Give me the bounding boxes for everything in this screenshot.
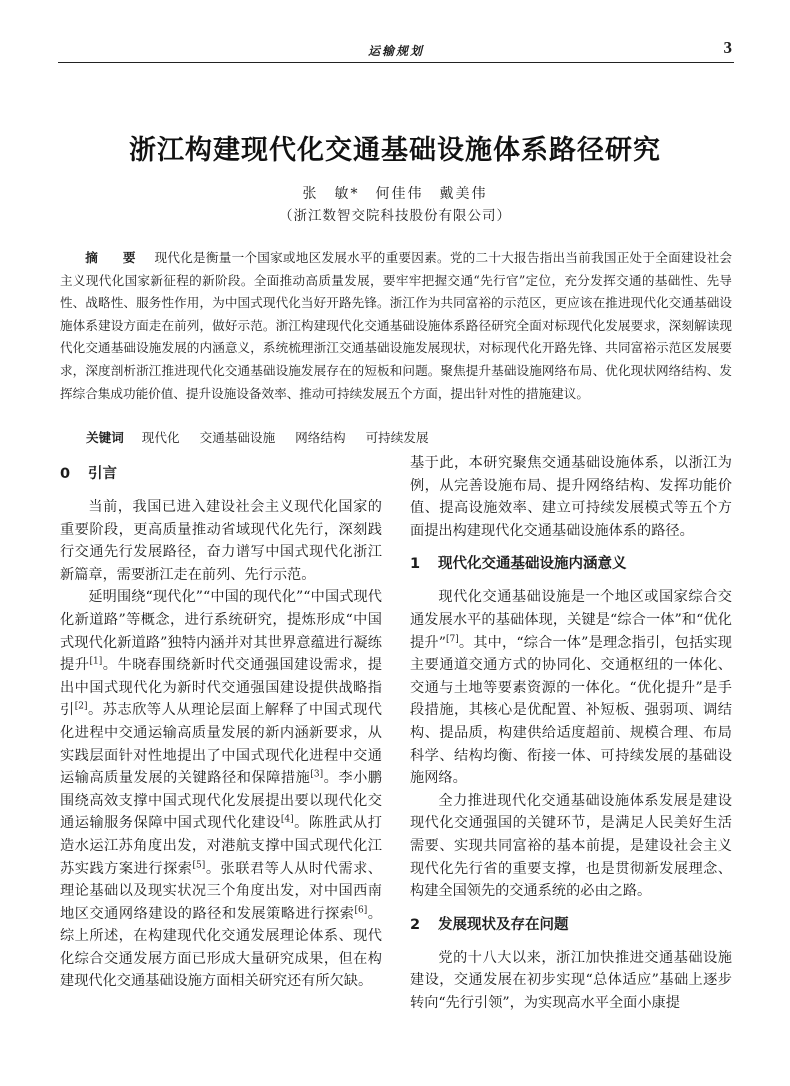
citation: [4]: [280, 814, 294, 825]
keyword: 交通基础设施: [199, 430, 276, 445]
citation: [1]: [89, 656, 103, 667]
intro-paragraph-1: 当前，我国已进入建设社会主义现代化国家的重要阶段，更高质量推动省域现代化先行，深刻践行交通先行发展路径，奋力谱写中国式现代化浙江新篇章，需要浙江走在前列、先行示范。: [60, 499, 382, 583]
intro-paragraph-3: 基于此，本研究聚焦交通基础设施体系，以浙江为例，从完善设施布局、提升网络结构、发挥功能价值、提高设施效率、建立可持续发展模式等五个方面提出构建现代化交通基础设施体系的路径。: [410, 455, 732, 539]
abstract-label: 摘 要: [85, 250, 142, 265]
keyword: 现代化: [141, 430, 180, 445]
paper-title: 浙江构建现代化交通基础设施体系路径研究: [129, 135, 661, 166]
section-1-paragraph-2: 全力推进现代化交通基础设施体系发展是建设现代化交通强国的关键环节，是满足人民美好生活需要、实现共同富裕的基本前提，是建设社会主义现代化先行省的重要支撑，也是贯彻新发展理念、构建全国领先的交通系统的必由之路。: [410, 792, 732, 900]
section-number: 1: [410, 556, 421, 573]
left-column: [60, 452, 382, 993]
section-title: 引言: [88, 466, 117, 482]
page-number: 3: [723, 38, 732, 57]
keyword: 网络结构: [295, 430, 346, 445]
keyword: 可持续发展: [365, 430, 429, 445]
section-1-paragraph-1: 现代化交通基础设施是一个地区或国家综合交通发展水平的基础体现，关键是“综合一体”和“优化提升”[7]。其中，“综合一体”是理念指引，包括实现主要通道交通方式的协同化、交通枢纽的一体化、交通与土地等要素资源的一体化。“优化提升”是手段措施，其核心是优配置、补短板、强弱项、调结构、提品质，构建供给适度超前、规模合理、布局科学、结构均衡、衔接一体、可持续发展的基础设施网络。: [410, 589, 732, 787]
citation: [7]: [445, 633, 459, 644]
section-title: 发展现状及存在问题: [438, 916, 569, 933]
intro-paragraph-2: 延明围绕“现代化”“中国的现代化”“中国式现代化新道路”等概念，进行系统研究，提炼形成“中国式现代化新道路”独特内涵并对其世界意蕴进行凝练提升[1]。牛晓春围绕新时代交通强国建设需求，提出中国式现代化为新时代交通强国建设提供战略指引[2]。苏志欣等人从理论层面上解释了中国式现代化进程中交通运输高质量发展的新内涵新要求，从实践层面针对性地提出了中国式现代化进程中交通运输高质量发展的关键路径和保障措施[3]。李小鹏围绕高效支撑中国式现代化发展提出要以现代化交通运输服务保障中国式现代化建设[4]。陈胜武从打造水运江苏角度出发，对港航支撑中国式现代化江苏实践方案进行探索[5]。张联君等人从时代需求、理论基础以及现实状况三个角度出发，对中国西南地区交通网络建设的路径和发展策略进行探索[6]。综上所述，在构建现代化交通发展理论体系、现代化综合交通发展方面已形成大量研究成果，但在构建现代化交通基础设施方面相关研究还有所欠缺。: [60, 589, 382, 990]
section-2-paragraph-1: 党的十八大以来，浙江加快推进交通基础设施建设，交通发展在初步实现“总体适应”基础上逐步转向“先行引领”，为实现高水平全面小康提: [410, 949, 732, 1011]
abstract: [60, 247, 732, 405]
journal-name: 运输规划: [367, 44, 424, 58]
section-heading-2: [410, 913, 732, 937]
keywords-label: 关键词: [86, 430, 124, 445]
authors: 张 敏* 何佳伟 戴美伟: [302, 186, 488, 202]
section-number: 2: [410, 916, 421, 933]
right-column: [410, 452, 732, 1014]
section-title: 现代化交通基础设施内涵意义: [438, 556, 627, 573]
abstract-text: 现代化是衡量一个国家或地区发展水平的重要因素。党的二十大报告指出当前我国正处于全面建设社会主义现代化国家新征程的新阶段。全面推动高质量发展，要牢牢把握交通“先行官”定位，充分发挥交通的基础性、先导性、战略性、服务性作用，为中国式现代化当好开路先锋。浙江作为共同富裕的示范区，更应该在推进现代化交通基础设施体系建设方面走在前列，做好示范。浙江构建现代化交通基础设施体系路径研究全面对标现代化发展要求，深刻解读现代化交通基础设施发展的内涵意义，系统梳理浙江交通基础设施发展现状，对标现代化开路先锋、共同富裕示范区发展要求，深度剖析浙江推进现代化交通基础设施发展存在的短板和问题。聚焦提升基础设施网络布局、优化现状网络结构、发挥综合集成功能价值、提升设施设备效率、推动可持续发展五个方面，提出针对性的措施建议。: [60, 250, 733, 401]
section-heading-1: [410, 552, 732, 576]
citation: [3]: [310, 769, 324, 780]
keywords: [86, 427, 445, 446]
citation: [5]: [192, 859, 206, 870]
section-number: 0: [60, 466, 71, 482]
section-heading-0: [60, 462, 382, 486]
running-header: [58, 38, 734, 63]
affiliation: （浙江数智交院科技股份有限公司）: [279, 208, 511, 224]
citation: [2]: [74, 701, 88, 712]
citation: [6]: [354, 904, 368, 915]
